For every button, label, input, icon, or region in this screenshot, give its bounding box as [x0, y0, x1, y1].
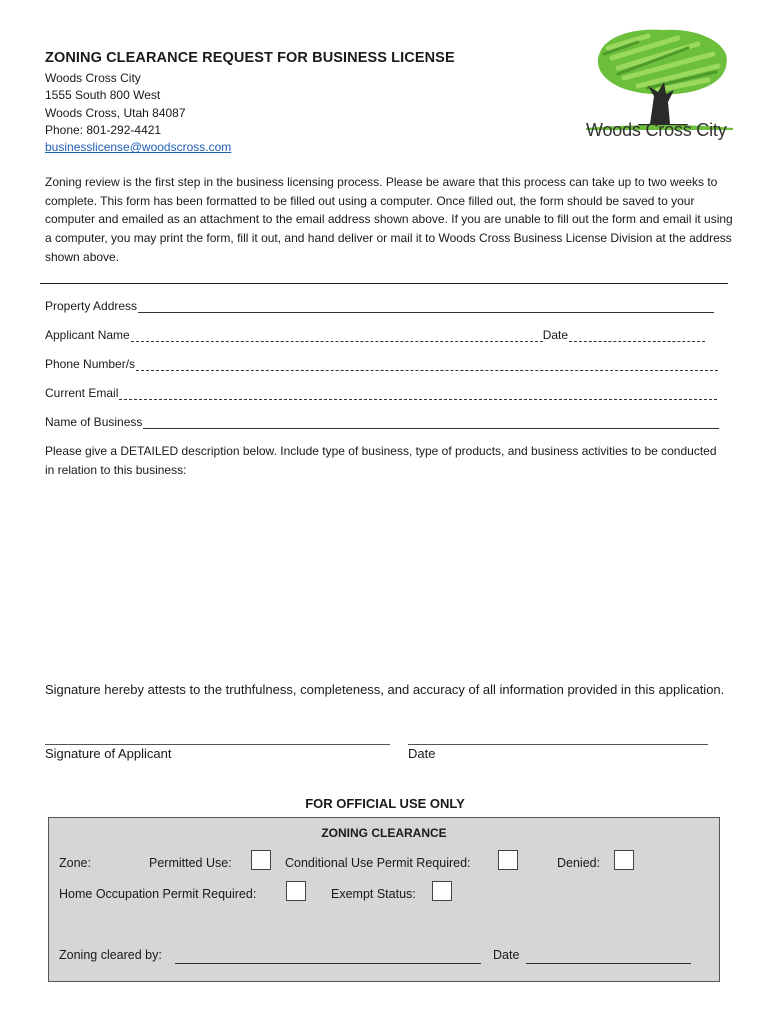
home-occupation-checkbox[interactable]	[286, 881, 306, 901]
zoning-cleared-by-label: Zoning cleared by:	[59, 948, 162, 962]
date-input[interactable]	[569, 329, 705, 342]
denied-checkbox[interactable]	[614, 850, 634, 870]
attestation-text: Signature hereby attests to the truthfulness, completeness, and accuracy of all information provided in this application.	[45, 682, 725, 697]
phone-number-label: Phone Number/s	[45, 357, 136, 371]
address-line: 1555 South 800 West	[45, 88, 161, 103]
applicant-signature-input[interactable]	[45, 744, 390, 745]
official-use-heading: FOR OFFICIAL USE ONLY	[305, 796, 465, 811]
business-name-label: Name of Business	[45, 415, 143, 429]
business-name-field[interactable]	[45, 415, 719, 429]
zoning-cleared-by-input[interactable]	[175, 963, 481, 964]
signature-applicant-label: Signature of Applicant	[45, 746, 172, 761]
email-link[interactable]: businesslicense@woodscross.com	[45, 140, 232, 155]
zoning-date-label: Date	[493, 948, 520, 962]
zoning-clearance-title: ZONING CLEARANCE	[321, 826, 447, 840]
current-email-label: Current Email	[45, 386, 119, 400]
permitted-use-label: Permitted Use:	[149, 856, 232, 870]
property-address-field[interactable]	[45, 299, 714, 313]
property-address-label: Property Address	[45, 299, 138, 313]
zoning-clearance-box	[48, 817, 720, 982]
permitted-use-checkbox[interactable]	[251, 850, 271, 870]
logo-wordmark: Woods Cross City	[586, 120, 727, 140]
denied-label: Denied:	[557, 856, 601, 870]
home-occupation-label: Home Occupation Permit Required:	[59, 887, 257, 901]
phone-number-field[interactable]	[45, 357, 718, 371]
zone-label: Zone:	[59, 856, 91, 870]
property-address-input[interactable]	[138, 300, 714, 313]
date-label: Date	[542, 328, 569, 342]
address-line: Woods Cross City	[45, 71, 141, 85]
address-line: Phone: 801-292-4421	[45, 122, 162, 137]
tree-canopy-icon	[598, 30, 727, 95]
signature-date-label: Date	[408, 746, 436, 761]
business-name-input[interactable]	[143, 416, 719, 429]
applicant-name-label: Applicant Name	[45, 328, 130, 342]
form-title: ZONING CLEARANCE REQUEST FOR BUSINESS LICENSE	[45, 50, 455, 66]
current-email-field[interactable]	[45, 386, 717, 400]
signature-date-input[interactable]	[408, 744, 708, 745]
exempt-status-checkbox[interactable]	[432, 881, 452, 901]
section-divider	[40, 283, 728, 284]
applicant-name-field[interactable]	[45, 328, 705, 342]
zoning-date-input[interactable]	[526, 963, 691, 964]
address-line: Woods Cross, Utah 84087	[45, 105, 186, 120]
applicant-name-input[interactable]	[131, 329, 543, 342]
conditional-use-label: Conditional Use Permit Required:	[285, 856, 471, 870]
exempt-status-label: Exempt Status:	[331, 887, 416, 901]
current-email-input[interactable]	[119, 387, 717, 400]
city-address	[45, 70, 231, 156]
conditional-use-checkbox[interactable]	[498, 850, 518, 870]
description-prompt: Please give a DETAILED description below. Include type of business, type of products, and business activities to be conducted in relation to this business:	[45, 444, 717, 477]
phone-number-input[interactable]	[136, 358, 718, 371]
intro-paragraph: Zoning review is the first step in the business licensing process. Please be aware that this process can take up to two weeks to complete. This form has been formatted to be filled out using a computer. Once filled out, the form should be saved to your computer and emailed as an attachment to the email address shown above. If you are unable to fill out the form and email it using a computer, you may print the form, fill it out, and hand deliver or mail it to Woods Cross Business License Division at the address shown above.	[45, 175, 733, 264]
